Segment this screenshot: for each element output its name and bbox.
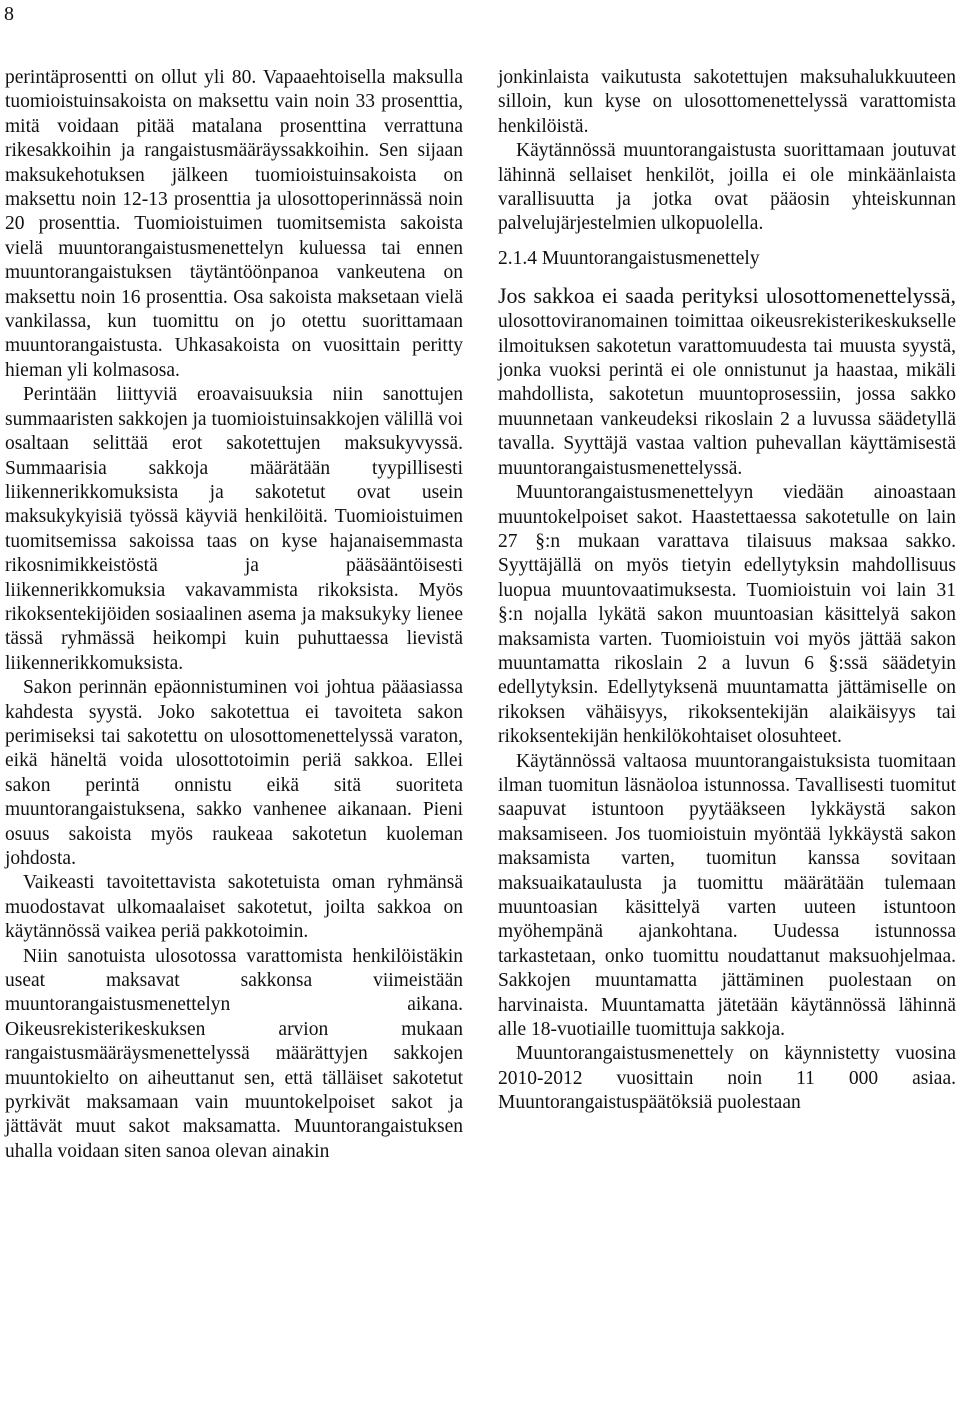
page-number: 8 bbox=[4, 3, 14, 25]
paragraph: Muuntorangaistusmenettelyyn viedään ainoastaan muuntokelpoiset sakot. Haastettaessa sakotetulle on lain 27 §:n mukaan varattava tilaisuus maksaa sakko. Syyttäjällä on myös tietyin edellytyksin mahdollisuus luopua muuntovaatimuksesta. Tuomioistuin voi lain 31 §:n nojalla lykätä sakon muuntoasian käsittelyä sakon maksamista varten. Tuomioistuin voi myös jättää sakon muuntamatta rikoslain 2 a luvun 6 §:ssä säädetyin edellytyksin. Edellytyksenä muuntamatta jättämiselle on rikoksen vähäisyys, rikoksentekijän alaikäisyys tai rikoksentekijän henkilökohtaiset olosuhteet. bbox=[498, 482, 956, 748]
paragraph: Muuntorangaistusmenettely on käynnistetty vuosina 2010-2012 vuosittain noin 11 000 asiaa. Muuntorangaistuspäätöksiä puolestaan bbox=[498, 1043, 956, 1114]
right-column bbox=[498, 66, 956, 1116]
paragraph: Vaikeasti tavoitettavista sakotetuista oman ryhmänsä muodostavat ulkomaalaiset sakotetut, joilta sakkoa on käytännössä vaikea periä pakkotoimin. bbox=[5, 872, 463, 943]
lead-text: Jos sakkoa ei saada perityksi ulosottomenettelyssä, bbox=[498, 282, 956, 308]
paragraph: Perintään liittyviä eroavaisuuksia niin sanottujen summaaristen sakkojen ja tuomioistuinsakkojen välillä voi osaltaan selittää erot sakotettujen maksukyvyssä. Summaarisia sakkoja määrätään tyypillisesti liikennerikkomuksista ja sakotetut ovat usein maksukykyisiä työssä käyviä henkilöitä. Tuomioistuimen tuomitsemissa sakoissa taas on kyse hajanaisemmasta rikosnimikkeistöstä ja pääsääntöisesti liikennerikkomuksia vakavammista rikoksista. Myös rikoksentekijöiden sosiaalinen asema ja maksukyky lienee tässä ryhmässä heikompi kuin puhuttaessa lievistä liikennerikkomuksista. bbox=[5, 384, 463, 674]
paragraph: Käytännössä valtaosa muuntorangaistuksista tuomitaan ilman tuomitun läsnäoloa istunnossa. Tavallisesti tuomitut saapuvat istuntoon pyytääkseen lykkäystä sakon maksamiseen. Jos tuomioistuin myöntää lykkäystä sakon maksamista varten, tuomitun kanssa sovitaan maksuaikataulusta ja tuomittu määrätään tulemaan muuntoasian käsittelyä varten uuteen istuntoon myöhempänä ajankohtana. Uudessa istunnossa tarkastetaan, onko tuomittu noudattanut maksuohjelmaa. Sakkojen muuntamatta jättäminen puolestaan on harvinaista. Muuntamatta jätetään käytännössä lähinnä alle 18-vuotiaille tuomittuja sakkoja. bbox=[498, 750, 956, 1041]
left-column bbox=[5, 66, 463, 1164]
paragraph: Käytännössä muuntorangaistusta suorittamaan joutuvat lähinnä sellaiset henkilöt, joilla ei ole minkäänlaista varallisuutta ja jotka ovat pääosin yhteiskunnan palvelujärjestelmien ulkopuolella. bbox=[498, 140, 956, 235]
lead-paragraph-rest: ulosottoviranomainen toimittaa oikeusrekisterikeskukselle ilmoituksen sakotetun varattomuudesta tai muusta syystä, jonka vuoksi perintä ei ole onnistunut ja haastaa, mikäli mahdollista, sakotetun muuntoprosessiin, jossa sakko muunnetaan vankeudeksi rikoslain 2 a luvussa säädetyllä tavalla. Syyttäjä vastaa valtion puhevallan käyttämisestä muuntorangaistusmenettelyssä. bbox=[498, 311, 956, 479]
section-heading: 2.1.4 Muuntorangaistusmenettely bbox=[498, 247, 760, 269]
paragraph: jonkinlaista vaikutusta sakotettujen maksuhalukkuuteen silloin, kun kyse on ulosottomenettelyssä varattomista henkilöistä. bbox=[498, 67, 956, 137]
paragraph: perintäprosentti on ollut yli 80. Vapaaehtoisella maksulla tuomioistuinsakoista on maksettu vain noin 33 prosenttia, mitä voidaan pitää matalana prosenttina verrattuna rikesakkoihin ja rangaistusmääräyssakkoihin. Sen sijaan maksukehotuksen jälkeen tuomioistuinsakoista on maksettu noin 12-13 prosenttia ja ulosottoperinnässä noin 20 prosenttia. Tuomioistuimen tuomitsemista sakoista vielä muuntorangaistusmenettelyn kuluessa tai ennen muuntorangaistuksen täytäntöönpanoa vankeutena on maksettu noin 16 prosenttia. Osa sakoista maksetaan vielä vankilassa, kun tuomittu on jo otettu suorittamaan muuntorangaistusta. Uhkasakoista on vuosittain peritty hieman yli kolmasosa. bbox=[5, 67, 463, 381]
paragraph: Sakon perinnän epäonnistuminen voi johtua pääasiassa kahdesta syystä. Joko sakotettua ei tavoiteta sakon perimiseksi tai sakotettu on ulosottomenettelyssä varaton, eikä häneltä voida ulosottotoimin periä sakkoa. Ellei sakon perintä onnistu eikä sitä suoriteta muuntorangaistuksena, sakko vanhenee aikanaan. Pieni osuus sakoista myös raukeaa sakotetun kuoleman johdosta. bbox=[5, 677, 463, 869]
paragraph: Niin sanotuista ulosotossa varattomista henkilöistäkin useat maksavat sakkonsa viimeistään muuntorangaistusmenettelyn aikana. Oikeusrekisterikeskuksen arvion mukaan rangaistusmääräysmenettelyssä määrättyjen sakkojen muuntokielto on aiheuttanut sen, että tälläiset sakotetut pyrkivät maksamaan vain muuntokelpoiset sakot ja jättävät muut sakot maksamatta. Muuntorangaistuksen uhalla voidaan siten sanoa olevan ainakin bbox=[5, 945, 463, 1162]
lead-paragraph bbox=[498, 283, 956, 481]
